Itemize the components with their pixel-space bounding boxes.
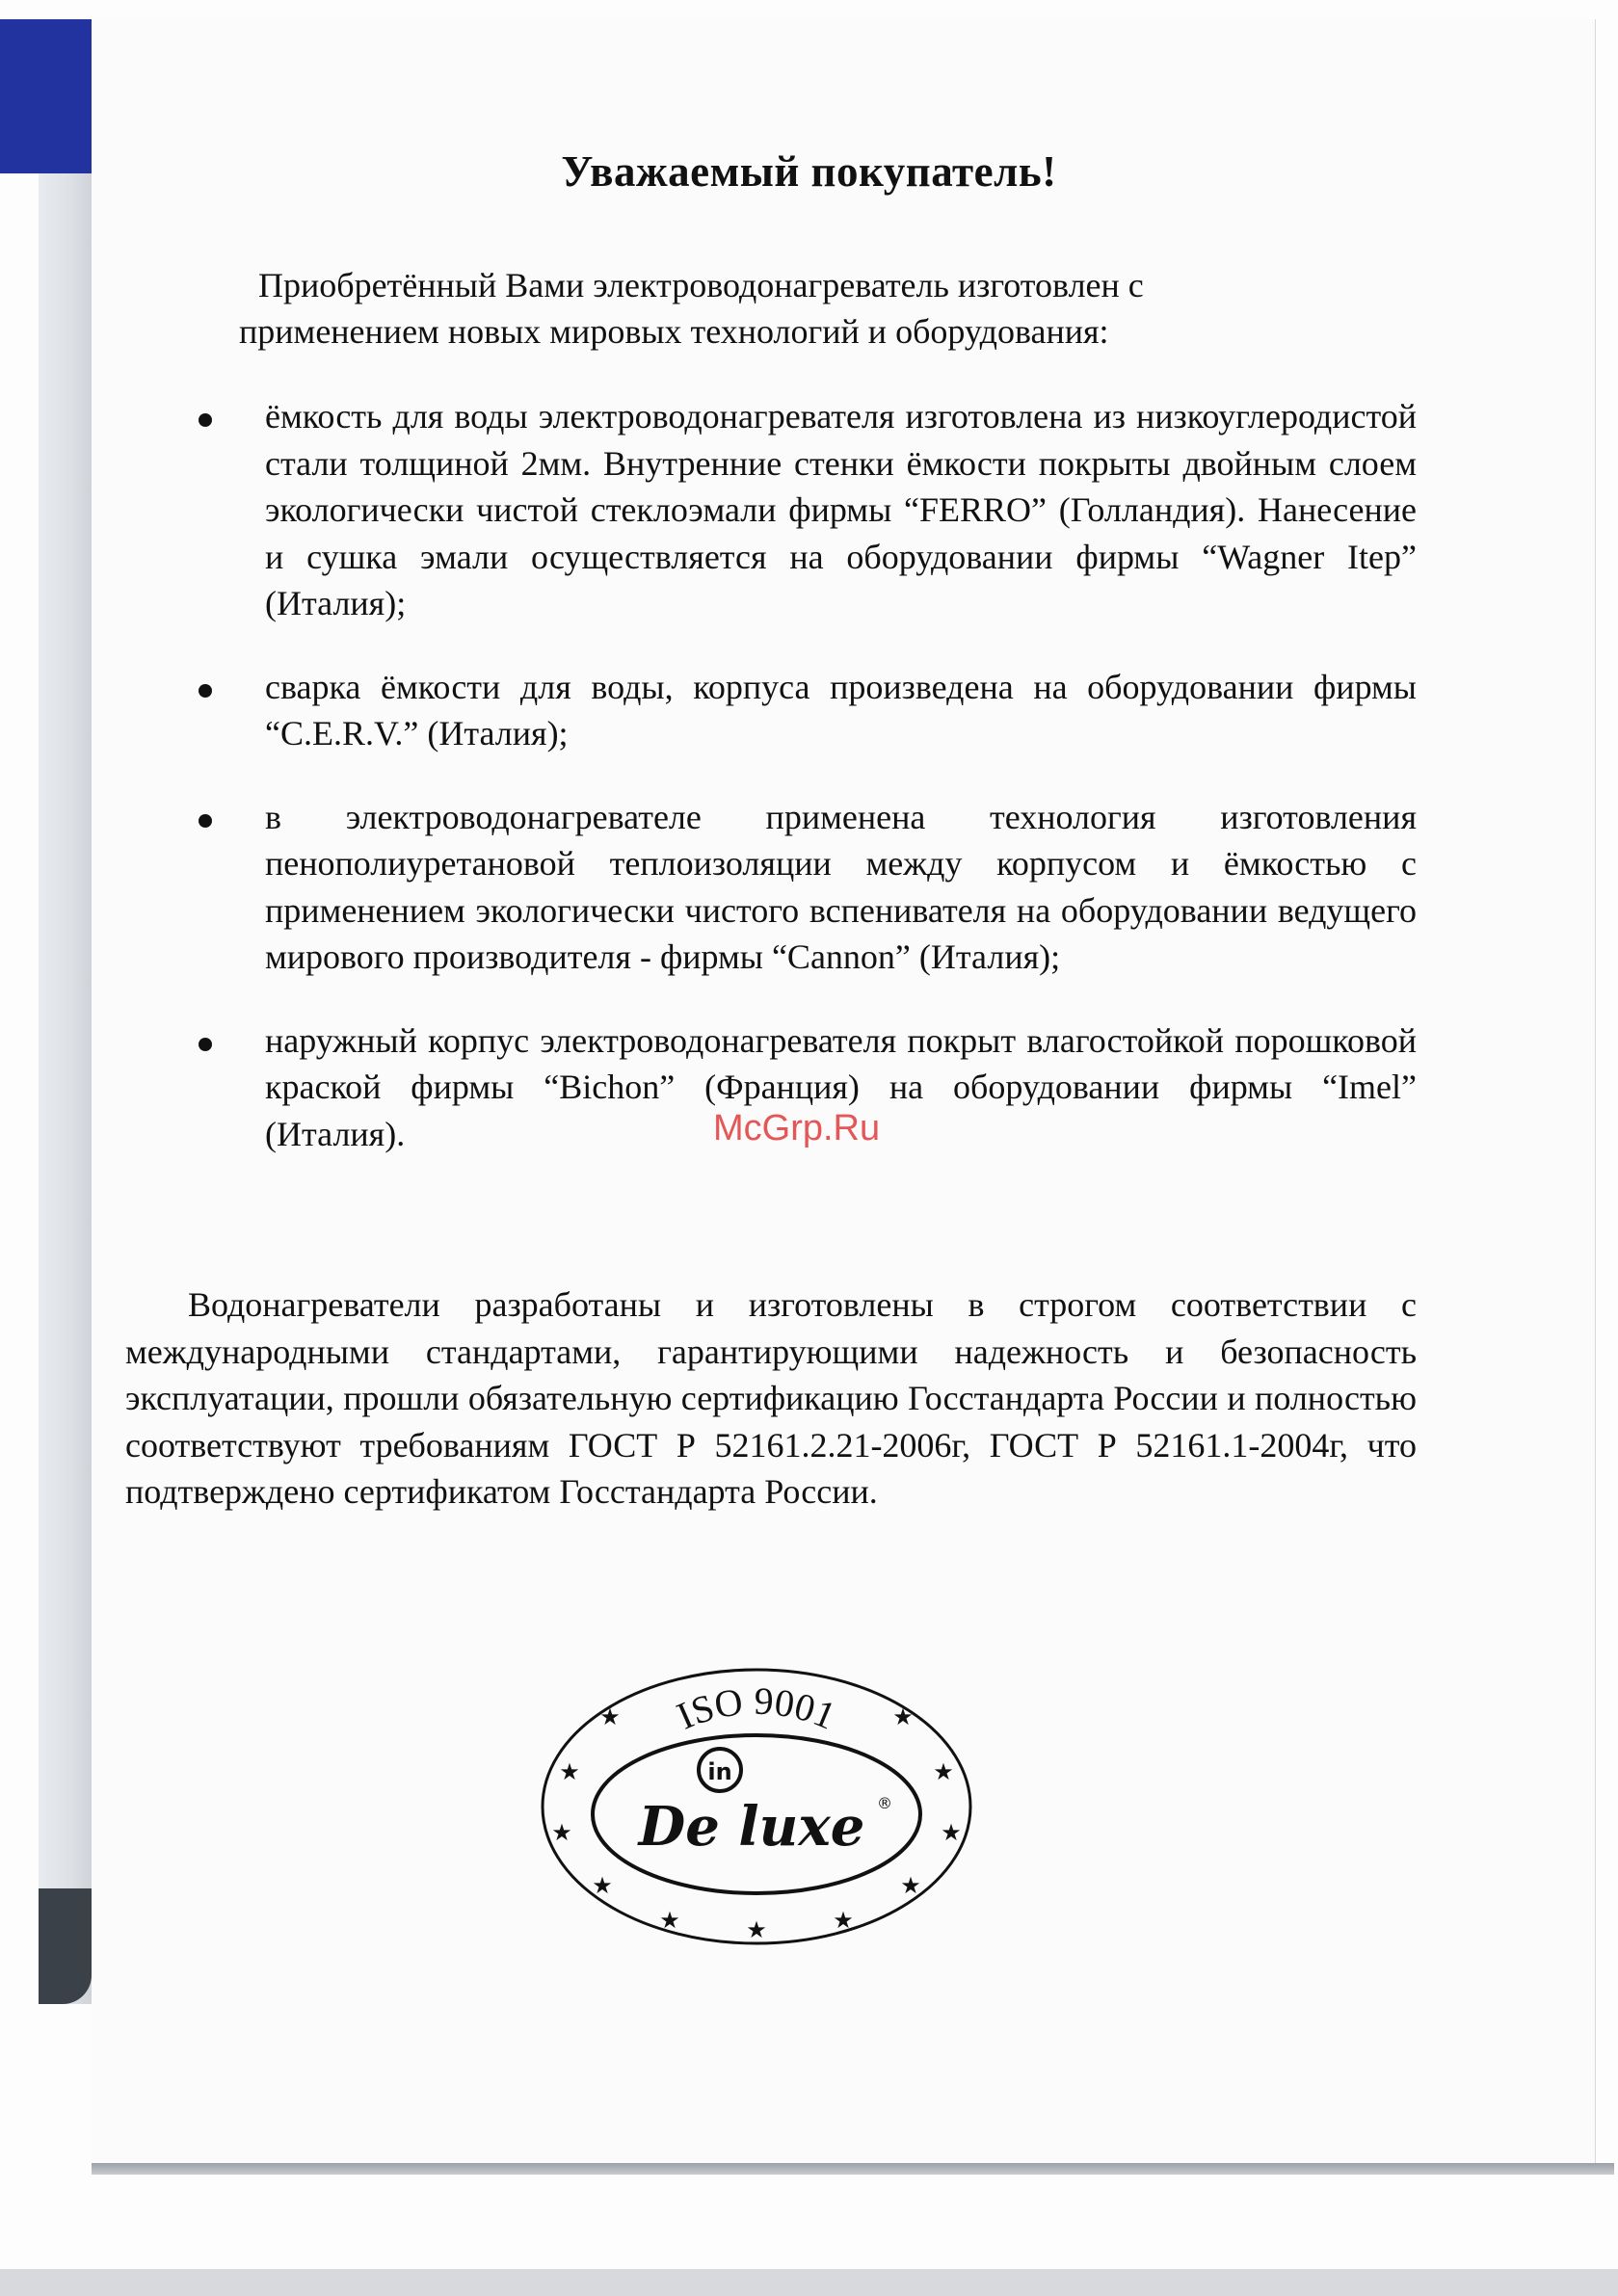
star-icon: ★ <box>900 1872 921 1899</box>
list-item <box>183 664 1417 757</box>
logo-iso-text: ISO 9001 <box>670 1678 842 1738</box>
page-bottom-shadow <box>92 2163 1614 2175</box>
star-icon: ★ <box>833 1907 854 1934</box>
list-item-text: сварка ёмкости для воды, корпуса произведена на оборудовании фирмы “C.E.R.V.” (Италия); <box>265 667 1417 752</box>
bullet-icon <box>199 814 212 828</box>
feature-list <box>183 393 1417 1194</box>
cover-corner <box>39 1888 92 2004</box>
logo-brand-text: De luxe <box>638 1795 865 1859</box>
star-icon: ★ <box>592 1872 613 1899</box>
cover-edge <box>39 173 92 2004</box>
iso-deluxe-logo <box>535 1662 978 1951</box>
bullet-icon <box>199 684 212 698</box>
closing-paragraph: Водонагреватели разработаны и изготовлены в строгом соответствии с международными стандартами, гарантирующими надежность и безопасность эксплуатации, прошли обязательную сертификацию Госстандарта России и полностью соответствуют требованиям ГОСТ Р 52161.2.21-2006г, ГОСТ Р 52161.1-2004г, что подтверждено сертификатом Госстандарта России. <box>125 1285 1417 1511</box>
star-icon: ★ <box>559 1758 580 1785</box>
list-item-text: ёмкость для воды электроводонагревателя изготовлена из низкоуглеродистой стали толщиной 2мм. Внутренние стенки ёмкости покрыты двойным слоем экологически чистой стеклоэмали фирмы “FERRO” (Голландия). Нанесение и сушка эмали осуществляется на оборудовании фирмы “Wagner Itep” (Италия); <box>265 397 1417 622</box>
star-icon: ★ <box>659 1907 680 1934</box>
page-title: Уважаемый покупатель! <box>561 147 1057 196</box>
logo-registered-mark: ® <box>877 1794 892 1812</box>
list-item-text: наружный корпус электроводонагревателя покрыт влагостойкой порошковой краской фирмы “Bichon” (Франция) на оборудовании фирмы “Imel” (Италия). <box>265 1020 1417 1153</box>
intro-paragraph: Приобретённый Вами электроводонагреватель изготовлен с применением новых мировых технологий и оборудования: <box>239 266 1144 351</box>
bullet-icon <box>199 1038 212 1051</box>
scanner-bottom-band <box>0 2269 1618 2296</box>
svg-text:in: in <box>707 1758 732 1785</box>
star-icon: ★ <box>746 1916 767 1943</box>
star-icon: ★ <box>599 1703 621 1730</box>
list-item <box>183 393 1417 627</box>
star-icon: ★ <box>941 1819 962 1846</box>
bullet-icon <box>199 413 212 427</box>
logo-emblem-icon <box>699 1749 741 1791</box>
star-icon: ★ <box>551 1819 572 1846</box>
list-item <box>183 794 1417 981</box>
list-item-text: в электроводонагревателе применена технология изготовления пенополиуретановой теплоизоляции между корпусом и ёмкостью с применением экологически чистого вспенивателя на оборудовании ведущего мирового производителя - фирмы “Cannon” (Италия); <box>265 797 1417 976</box>
star-icon: ★ <box>892 1703 914 1730</box>
watermark: McGrp.Ru <box>713 1108 881 1148</box>
star-icon: ★ <box>933 1758 954 1785</box>
